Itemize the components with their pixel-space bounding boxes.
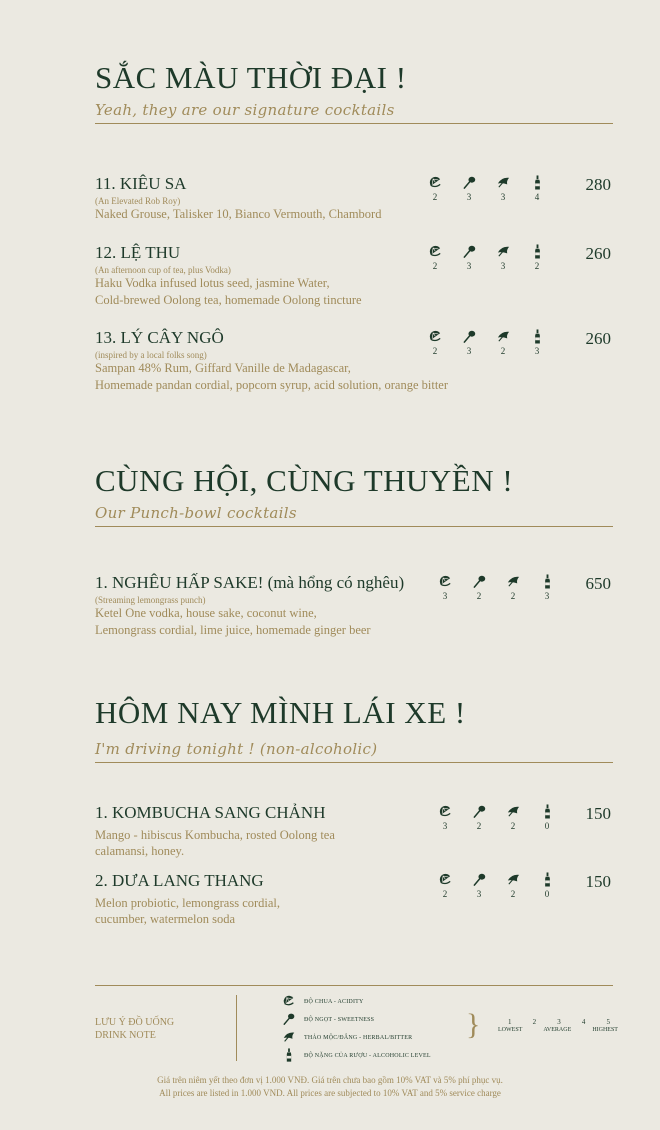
- spoon-icon: [462, 804, 496, 819]
- flavor-level: 3: [442, 821, 448, 831]
- item-ingredients: Ketel One vodka, house sake, coconut wine,: [95, 606, 317, 621]
- item-name: 13. LÝ CÂY NGÔ: [95, 328, 224, 347]
- flavor-indicator: [452, 329, 486, 356]
- flavor-icons: [418, 329, 554, 356]
- scale-label: HIGHEST: [592, 1027, 618, 1033]
- item-price: 260: [585, 244, 611, 263]
- legend-label: ĐỘ NGỌT - SWEETNESS: [304, 1017, 375, 1023]
- flavor-indicator: [530, 872, 564, 899]
- flavor-level: 2: [534, 261, 540, 271]
- lime-icon: [418, 175, 452, 190]
- flavor-icons: [428, 804, 564, 831]
- item-ingredients: Naked Grouse, Talisker 10, Bianco Vermouth, Chambord: [95, 207, 382, 222]
- drink-note-en: DRINK NOTE: [95, 1030, 156, 1041]
- section-divider: [95, 526, 613, 527]
- item-ingredients: Cold-brewed Oolong tea, homemade Oolong tincture: [95, 292, 362, 307]
- leaf-icon: [496, 574, 530, 589]
- spoon-icon: [452, 175, 486, 190]
- flavor-indicator: [462, 574, 496, 601]
- bottle-icon: [530, 872, 564, 887]
- menu-item: [95, 804, 613, 860]
- flavor-indicator: [452, 175, 486, 202]
- flavor-level: 2: [432, 346, 438, 356]
- flavor-level: 2: [442, 889, 448, 899]
- menu-item: [95, 175, 613, 223]
- section-title: HÔM NAY MÌNH LÁI XE !: [95, 695, 466, 730]
- price-note-en: All prices are listed in 1.000 VND. All prices are subjected to 10% VAT and 5% service charge: [159, 1088, 501, 1098]
- section-subtitle: Yeah, they are our signature cocktails: [95, 101, 395, 119]
- lime-icon: [428, 804, 462, 819]
- item-name: 1. NGHÊU HẤP SAKE! (mà hổng có nghêu): [95, 573, 405, 592]
- scale-label: AVERAGE: [543, 1027, 572, 1033]
- flavor-indicator: [452, 244, 486, 271]
- flavor-indicator: [530, 804, 564, 831]
- flavor-icons: [428, 574, 564, 601]
- item-ingredients: Sampan 48% Rum, Giffard Vanille de Madagascar,: [95, 361, 351, 376]
- item-description: (Streaming lemongrass punch): [95, 594, 206, 605]
- flavor-level: 2: [500, 346, 506, 356]
- spoon-icon: [282, 1012, 304, 1028]
- footer-divider: [95, 985, 613, 986]
- item-description: (An afternoon cup of tea, plus Vodka): [95, 264, 231, 275]
- lime-icon: [418, 244, 452, 259]
- leaf-icon: [282, 1030, 304, 1046]
- flavor-indicator: [486, 175, 520, 202]
- flavor-level: 2: [510, 889, 516, 899]
- drink-note-label: [95, 1016, 174, 1042]
- flavor-indicator: [520, 175, 554, 202]
- bottle-icon: [282, 1048, 304, 1064]
- bottle-icon: [520, 244, 554, 259]
- leaf-icon: [486, 175, 520, 190]
- footer-vertical-divider: [236, 995, 237, 1061]
- flavor-level: 2: [510, 591, 516, 601]
- section-title: CÙNG HỘI, CÙNG THUYỀN !: [95, 463, 514, 498]
- section-punch-bowl: [95, 465, 613, 527]
- spoon-icon: [462, 872, 496, 887]
- scale-number: 1: [508, 1018, 512, 1026]
- section-subtitle: Our Punch-bowl cocktails: [95, 504, 297, 522]
- scale-number: 2: [532, 1018, 537, 1026]
- lime-icon: [418, 329, 452, 344]
- leaf-icon: [486, 329, 520, 344]
- leaf-icon: [486, 244, 520, 259]
- flavor-indicator: [418, 175, 452, 202]
- legend-label: ĐỘ CHUA - ACIDITY: [304, 999, 364, 1005]
- flavor-level: 2: [432, 261, 438, 271]
- brace-icon: }: [466, 1008, 481, 1041]
- flavor-level: 3: [500, 261, 506, 271]
- item-ingredients: Mango - hibiscus Kombucha, rosted Oolong tea: [95, 827, 335, 842]
- section-divider: [95, 762, 613, 763]
- flavor-indicator: [418, 329, 452, 356]
- item-ingredients: cucumber, watermelon soda: [95, 912, 236, 927]
- legend-label: ĐỘ NẶNG CỦA RƯỢU - ALCOHOLIC LEVEL: [304, 1053, 431, 1059]
- flavor-level: 3: [466, 261, 472, 271]
- flavor-indicator: [520, 244, 554, 271]
- bottle-icon: [520, 329, 554, 344]
- flavor-indicator: [496, 804, 530, 831]
- flavor-indicator: [486, 329, 520, 356]
- flavor-level: 3: [466, 346, 472, 356]
- flavor-indicator: [418, 244, 452, 271]
- lime-icon: [282, 994, 304, 1010]
- menu-item: [95, 329, 613, 393]
- flavor-icons: [418, 175, 554, 202]
- item-price: 150: [585, 804, 611, 823]
- section-signature: [95, 62, 613, 124]
- spoon-icon: [452, 329, 486, 344]
- menu-item: [95, 574, 613, 638]
- legend-row-alcohol: [282, 1047, 431, 1065]
- flavor-indicator: [530, 574, 564, 601]
- item-ingredients: calamansi, honey.: [95, 844, 185, 859]
- item-description: (An Elevated Rob Roy): [95, 195, 181, 206]
- scale-number: 4: [581, 1018, 586, 1026]
- flavor-level: 2: [476, 821, 482, 831]
- item-ingredients: Homemade pandan cordial, popcorn syrup, acid solution, orange bitter: [95, 377, 449, 392]
- flavor-indicator: [428, 804, 462, 831]
- item-ingredients: Melon probiotic, lemongrass cordial,: [95, 895, 281, 910]
- scale-numbers: [498, 1018, 618, 1026]
- leaf-icon: [496, 804, 530, 819]
- legend-label: THẢO MỘC/ĐẮNG - HERBAL/BITTER: [304, 1035, 413, 1041]
- item-description: (inspired by a local folks song): [95, 349, 207, 360]
- flavor-indicator: [428, 574, 462, 601]
- flavor-level: 3: [466, 192, 472, 202]
- flavor-level: 3: [544, 591, 550, 601]
- item-price: 280: [585, 175, 611, 194]
- section-non-alcoholic: [95, 697, 613, 763]
- flavor-level: 2: [432, 192, 438, 202]
- bottle-icon: [530, 574, 564, 589]
- item-price: 260: [585, 329, 611, 348]
- flavor-icons: [418, 244, 554, 271]
- flavor-legend: [282, 993, 431, 1065]
- flavor-indicator: [428, 872, 462, 899]
- flavor-level: 3: [442, 591, 448, 601]
- item-name: 1. KOMBUCHA SANG CHẢNH: [95, 803, 326, 822]
- flavor-level: 0: [544, 889, 550, 899]
- legend-row-acidity: [282, 993, 431, 1011]
- section-title: SẮC MÀU THỜI ĐẠI !: [95, 60, 407, 95]
- spoon-icon: [452, 244, 486, 259]
- menu-item: [95, 872, 613, 928]
- flavor-level: 3: [476, 889, 482, 899]
- bottle-icon: [520, 175, 554, 190]
- drink-note-vi: LƯU Ý ĐỒ UỐNG: [95, 1017, 175, 1028]
- flavor-indicator: [496, 574, 530, 601]
- scale-labels: [498, 1027, 618, 1033]
- scale-number: 5: [606, 1018, 610, 1026]
- item-name: 12. LỆ THU: [95, 243, 181, 262]
- section-divider: [95, 123, 613, 124]
- flavor-icons: [428, 872, 564, 899]
- flavor-indicator: [496, 872, 530, 899]
- bottle-icon: [530, 804, 564, 819]
- leaf-icon: [496, 872, 530, 887]
- lime-icon: [428, 872, 462, 887]
- flavor-indicator: [520, 329, 554, 356]
- lime-icon: [428, 574, 462, 589]
- scale-number: 3: [557, 1018, 561, 1026]
- item-price: 150: [585, 872, 611, 891]
- legend-row-herbal: [282, 1029, 431, 1047]
- item-name: 11. KIÊU SA: [95, 174, 187, 193]
- flavor-level: 4: [534, 192, 540, 202]
- price-note-vi: Giá trên niêm yết theo đơn vị 1.000 VNĐ. Giá trên chưa bao gồm 10% VAT và 5% phí phục vụ.: [157, 1075, 503, 1085]
- item-name: 2. DƯA LANG THANG: [95, 871, 264, 890]
- flavor-level: 2: [510, 821, 516, 831]
- item-price: 650: [585, 574, 611, 593]
- flavor-level: 0: [544, 821, 550, 831]
- level-scale: [498, 1018, 618, 1033]
- flavor-level: 3: [500, 192, 506, 202]
- item-ingredients: Lemongrass cordial, lime juice, homemade ginger beer: [95, 622, 371, 637]
- spoon-icon: [462, 574, 496, 589]
- scale-label: LOWEST: [498, 1027, 523, 1033]
- flavor-level: 2: [476, 591, 482, 601]
- flavor-level: 3: [534, 346, 540, 356]
- flavor-indicator: [462, 804, 496, 831]
- flavor-indicator: [462, 872, 496, 899]
- section-subtitle: I'm driving tonight ! (non-alcoholic): [95, 740, 378, 758]
- menu-item: [95, 244, 613, 308]
- legend-row-sweetness: [282, 1011, 431, 1029]
- flavor-indicator: [486, 244, 520, 271]
- item-ingredients: Haku Vodka infused lotus seed, jasmine Water,: [95, 276, 330, 291]
